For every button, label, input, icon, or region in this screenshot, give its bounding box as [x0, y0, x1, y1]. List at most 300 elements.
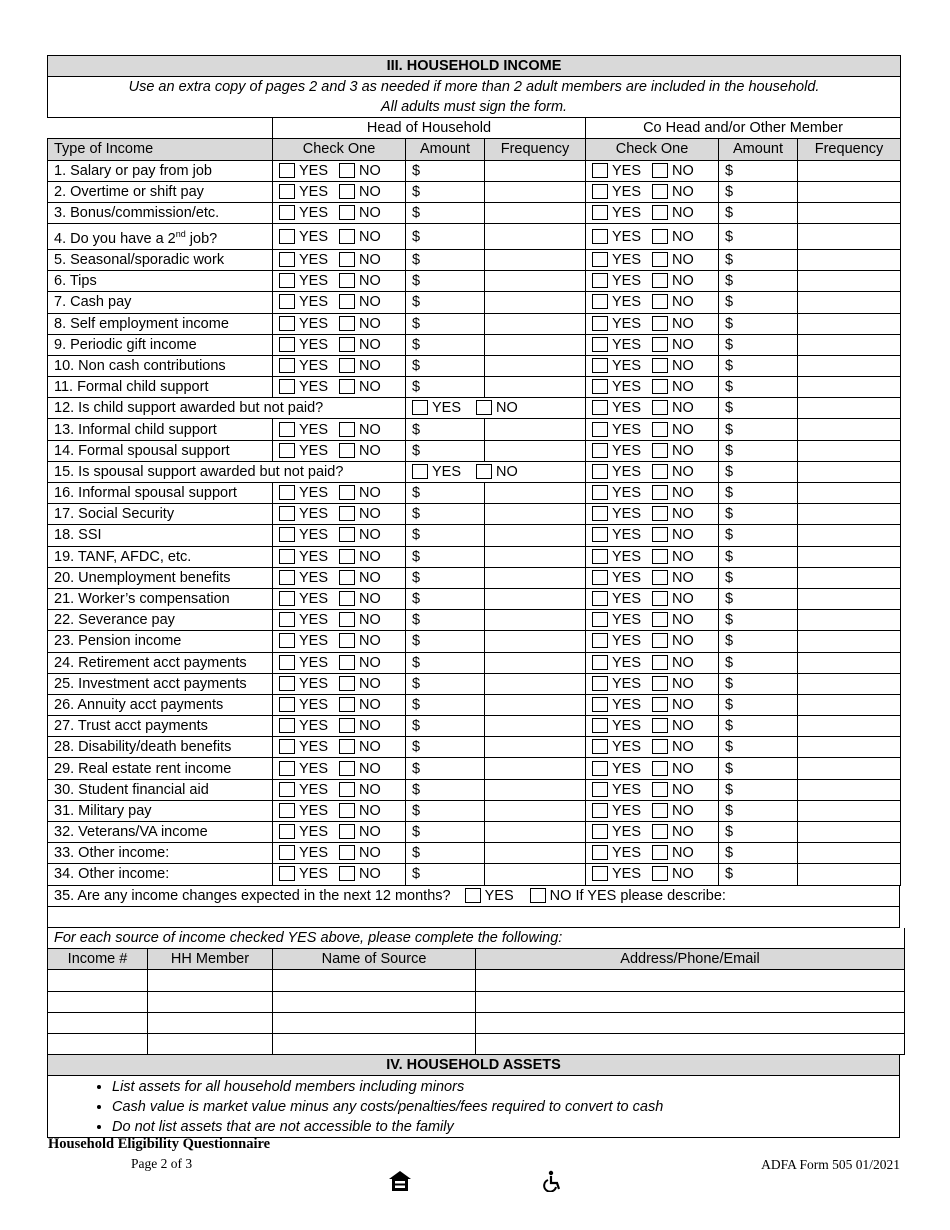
amount-field[interactable]: $ — [719, 525, 798, 546]
yes-checkbox[interactable] — [279, 718, 295, 733]
no-checkbox[interactable] — [339, 273, 355, 288]
amount-field[interactable]: $ — [719, 588, 798, 609]
yes-checkbox[interactable] — [592, 612, 608, 627]
amount-field[interactable]: $ — [406, 313, 485, 334]
no-checkbox[interactable] — [339, 633, 355, 648]
amount-field[interactable]: $ — [719, 800, 798, 821]
yes-checkbox[interactable] — [279, 443, 295, 458]
yes-checkbox[interactable] — [279, 337, 295, 352]
yes-checkbox[interactable] — [279, 273, 295, 288]
no-checkbox[interactable] — [652, 252, 668, 267]
frequency-field[interactable] — [798, 504, 901, 525]
no-checkbox[interactable] — [652, 803, 668, 818]
yes-checkbox[interactable] — [279, 633, 295, 648]
no-checkbox[interactable] — [339, 337, 355, 352]
yes-checkbox[interactable] — [279, 676, 295, 691]
yes-checkbox[interactable] — [592, 316, 608, 331]
no-checkbox[interactable] — [652, 337, 668, 352]
no-checkbox[interactable] — [652, 782, 668, 797]
yes-checkbox[interactable] — [279, 655, 295, 670]
no-checkbox[interactable] — [339, 739, 355, 754]
no-checkbox[interactable] — [339, 612, 355, 627]
frequency-field[interactable] — [798, 673, 901, 694]
yes-checkbox[interactable] — [279, 485, 295, 500]
no-checkbox[interactable] — [476, 400, 492, 415]
no-checkbox[interactable] — [652, 739, 668, 754]
yes-checkbox[interactable] — [279, 782, 295, 797]
frequency-field[interactable] — [485, 292, 586, 313]
no-checkbox[interactable] — [652, 718, 668, 733]
yes-checkbox[interactable] — [592, 739, 608, 754]
income-type-label: 12. Is child support awarded but not paid? — [48, 398, 406, 419]
yes-checkbox[interactable] — [279, 379, 295, 394]
no-checkbox[interactable] — [339, 824, 355, 839]
no-checkbox[interactable] — [652, 845, 668, 860]
amount-field[interactable]: $ — [406, 160, 485, 181]
no-checkbox[interactable] — [339, 379, 355, 394]
frequency-field[interactable] — [485, 334, 586, 355]
amount-field[interactable]: $ — [406, 249, 485, 270]
no-checkbox[interactable] — [652, 655, 668, 670]
amount-field[interactable]: $ — [406, 800, 485, 821]
yes-checkbox[interactable] — [592, 782, 608, 797]
no-checkbox[interactable] — [652, 443, 668, 458]
frequency-field[interactable] — [485, 716, 586, 737]
co-yes-no: YES NO — [586, 567, 719, 588]
amount-field[interactable]: $ — [406, 483, 485, 504]
yes-checkbox[interactable] — [592, 676, 608, 691]
yes-checkbox[interactable] — [592, 443, 608, 458]
amount-field[interactable]: $ — [719, 673, 798, 694]
yes-checkbox[interactable] — [279, 163, 295, 178]
frequency-field[interactable] — [485, 779, 586, 800]
yes-checkbox[interactable] — [592, 400, 608, 415]
amount-field[interactable]: $ — [719, 610, 798, 631]
no-checkbox[interactable] — [652, 163, 668, 178]
yes-checkbox[interactable] — [279, 866, 295, 881]
no-checkbox[interactable] — [339, 676, 355, 691]
yes-checkbox[interactable] — [279, 184, 295, 199]
yes-checkbox[interactable] — [279, 570, 295, 585]
frequency-field[interactable] — [798, 588, 901, 609]
amount-field[interactable]: $ — [406, 567, 485, 588]
no-checkbox[interactable] — [339, 358, 355, 373]
frequency-field[interactable] — [798, 694, 901, 715]
yes-checkbox[interactable] — [592, 358, 608, 373]
yes-checkbox[interactable] — [592, 718, 608, 733]
yes-checkbox[interactable] — [279, 506, 295, 521]
yes-checkbox[interactable] — [592, 229, 608, 244]
amount-field[interactable]: $ — [719, 292, 798, 313]
head-yes-no: YES NO — [406, 398, 586, 419]
amount-field[interactable]: $ — [719, 694, 798, 715]
yes-checkbox[interactable] — [279, 761, 295, 776]
yes-checkbox[interactable] — [592, 824, 608, 839]
yes-checkbox[interactable] — [592, 761, 608, 776]
yes-checkbox[interactable] — [592, 570, 608, 585]
amount-field[interactable]: $ — [406, 224, 485, 250]
frequency-field[interactable] — [485, 694, 586, 715]
no-checkbox[interactable] — [652, 358, 668, 373]
frequency-field[interactable] — [798, 737, 901, 758]
frequency-field[interactable] — [798, 160, 901, 181]
frequency-field[interactable] — [485, 483, 586, 504]
yes-checkbox[interactable] — [592, 252, 608, 267]
amount-field[interactable]: $ — [406, 822, 485, 843]
yes-checkbox[interactable] — [279, 845, 295, 860]
amount-field[interactable]: $ — [406, 673, 485, 694]
no-checkbox[interactable] — [652, 527, 668, 542]
no-checkbox[interactable] — [652, 205, 668, 220]
no-checkbox[interactable] — [339, 422, 355, 437]
frequency-field[interactable] — [485, 631, 586, 652]
no-checkbox[interactable] — [339, 549, 355, 564]
frequency-field[interactable] — [798, 249, 901, 270]
amount-field[interactable]: $ — [719, 334, 798, 355]
no-checkbox[interactable] — [339, 184, 355, 199]
income-row — [48, 588, 901, 609]
amount-field[interactable]: $ — [406, 631, 485, 652]
head-yes-no: YES NO — [273, 588, 406, 609]
yes-checkbox[interactable] — [279, 205, 295, 220]
no-checkbox[interactable] — [652, 316, 668, 331]
amount-field[interactable]: $ — [719, 567, 798, 588]
frequency-field[interactable] — [485, 610, 586, 631]
no-checkbox[interactable] — [652, 379, 668, 394]
yes-checkbox[interactable] — [592, 549, 608, 564]
no-checkbox[interactable] — [339, 782, 355, 797]
no-checkbox[interactable] — [339, 485, 355, 500]
frequency-field[interactable] — [798, 822, 901, 843]
no-checkbox[interactable] — [339, 443, 355, 458]
frequency-field[interactable] — [798, 610, 901, 631]
no-checkbox[interactable] — [339, 570, 355, 585]
frequency-field[interactable] — [798, 313, 901, 334]
co-yes-no: YES NO — [586, 673, 719, 694]
head-yes-no: YES NO — [273, 483, 406, 504]
amount-field[interactable]: $ — [719, 224, 798, 250]
amount-field[interactable]: $ — [719, 504, 798, 525]
frequency-field[interactable] — [798, 355, 901, 376]
no-checkbox[interactable] — [339, 506, 355, 521]
col-type-header: Type of Income — [48, 139, 273, 160]
frequency-field[interactable] — [798, 525, 901, 546]
no-checkbox[interactable] — [652, 400, 668, 415]
frequency-field[interactable] — [485, 160, 586, 181]
source-col-address: Address/Phone/Email — [476, 949, 905, 970]
no-checkbox[interactable] — [652, 506, 668, 521]
amount-field[interactable]: $ — [406, 758, 485, 779]
co-yes-no: YES NO — [586, 224, 719, 250]
q35-yes-checkbox[interactable] — [465, 888, 481, 903]
no-checkbox[interactable] — [652, 570, 668, 585]
frequency-field[interactable] — [798, 800, 901, 821]
frequency-field[interactable] — [798, 224, 901, 250]
frequency-field[interactable] — [485, 546, 586, 567]
no-checkbox[interactable] — [652, 761, 668, 776]
no-checkbox[interactable] — [339, 718, 355, 733]
income-row — [48, 377, 901, 398]
frequency-field[interactable] — [798, 843, 901, 864]
no-checkbox[interactable] — [652, 294, 668, 309]
no-checkbox[interactable] — [652, 866, 668, 881]
amount-field[interactable]: $ — [406, 737, 485, 758]
frequency-field[interactable] — [485, 440, 586, 461]
yes-checkbox[interactable] — [279, 527, 295, 542]
amount-field[interactable]: $ — [719, 461, 798, 482]
no-checkbox[interactable] — [339, 229, 355, 244]
no-checkbox[interactable] — [652, 676, 668, 691]
amount-field[interactable]: $ — [719, 313, 798, 334]
income-row — [48, 843, 901, 864]
income-type-label: 1. Salary or pay from job — [48, 160, 273, 181]
co-yes-no: YES NO — [586, 377, 719, 398]
yes-checkbox[interactable] — [592, 294, 608, 309]
frequency-field[interactable] — [798, 271, 901, 292]
frequency-field[interactable] — [798, 716, 901, 737]
frequency-field[interactable] — [798, 461, 901, 482]
no-checkbox[interactable] — [652, 464, 668, 479]
frequency-field[interactable] — [798, 398, 901, 419]
co-yes-no: YES NO — [586, 249, 719, 270]
yes-checkbox[interactable] — [592, 464, 608, 479]
yes-checkbox[interactable] — [279, 803, 295, 818]
yes-checkbox[interactable] — [279, 739, 295, 754]
no-checkbox[interactable] — [652, 591, 668, 606]
yes-checkbox[interactable] — [279, 612, 295, 627]
amount-field[interactable]: $ — [719, 737, 798, 758]
frequency-field[interactable] — [485, 843, 586, 864]
yes-checkbox[interactable] — [592, 591, 608, 606]
yes-checkbox[interactable] — [592, 485, 608, 500]
q35-description-field[interactable] — [48, 906, 900, 927]
yes-checkbox[interactable] — [592, 163, 608, 178]
frequency-field[interactable] — [485, 652, 586, 673]
amount-field[interactable]: $ — [719, 822, 798, 843]
income-type-label: 24. Retirement acct payments — [48, 652, 273, 673]
amount-field[interactable]: $ — [406, 271, 485, 292]
amount-field[interactable]: $ — [406, 864, 485, 885]
yes-checkbox[interactable] — [592, 527, 608, 542]
yes-checkbox[interactable] — [279, 422, 295, 437]
frequency-field[interactable] — [798, 546, 901, 567]
amount-field[interactable]: $ — [719, 419, 798, 440]
frequency-field[interactable] — [485, 525, 586, 546]
frequency-field[interactable] — [798, 440, 901, 461]
yes-checkbox[interactable] — [592, 845, 608, 860]
no-checkbox[interactable] — [339, 163, 355, 178]
frequency-field[interactable] — [798, 567, 901, 588]
no-checkbox[interactable] — [339, 803, 355, 818]
yes-checkbox[interactable] — [279, 358, 295, 373]
yes-checkbox[interactable] — [279, 252, 295, 267]
frequency-field[interactable] — [798, 334, 901, 355]
yes-checkbox[interactable] — [592, 184, 608, 199]
frequency-field[interactable] — [485, 202, 586, 223]
amount-field[interactable]: $ — [406, 694, 485, 715]
amount-field[interactable]: $ — [719, 377, 798, 398]
frequency-field[interactable] — [798, 779, 901, 800]
income-type-label: 26. Annuity acct payments — [48, 694, 273, 715]
no-checkbox[interactable] — [652, 422, 668, 437]
yes-checkbox[interactable] — [279, 549, 295, 564]
amount-field[interactable]: $ — [406, 181, 485, 202]
yes-checkbox[interactable] — [592, 379, 608, 394]
amount-field[interactable]: $ — [719, 864, 798, 885]
yes-checkbox[interactable] — [592, 337, 608, 352]
yes-checkbox[interactable] — [279, 294, 295, 309]
amount-field[interactable]: $ — [719, 181, 798, 202]
frequency-field[interactable] — [485, 864, 586, 885]
yes-checkbox[interactable] — [592, 422, 608, 437]
no-checkbox[interactable] — [652, 229, 668, 244]
frequency-field[interactable] — [485, 800, 586, 821]
no-checkbox[interactable] — [652, 485, 668, 500]
amount-field[interactable]: $ — [406, 779, 485, 800]
yes-checkbox[interactable] — [592, 205, 608, 220]
amount-field[interactable]: $ — [719, 483, 798, 504]
source-col-income-number: Income # — [48, 949, 148, 970]
yes-checkbox[interactable] — [279, 591, 295, 606]
frequency-field[interactable] — [798, 652, 901, 673]
frequency-field[interactable] — [485, 271, 586, 292]
frequency-field[interactable] — [485, 224, 586, 250]
head-yes-no: YES NO — [273, 440, 406, 461]
yes-checkbox[interactable] — [592, 633, 608, 648]
yes-checkbox[interactable] — [279, 229, 295, 244]
frequency-field[interactable] — [798, 631, 901, 652]
frequency-field[interactable] — [798, 758, 901, 779]
frequency-field[interactable] — [485, 313, 586, 334]
co-yes-no: YES NO — [586, 202, 719, 223]
frequency-field[interactable] — [798, 181, 901, 202]
frequency-field[interactable] — [485, 181, 586, 202]
yes-checkbox[interactable] — [592, 697, 608, 712]
amount-field[interactable]: $ — [719, 271, 798, 292]
amount-field[interactable]: $ — [406, 525, 485, 546]
frequency-field[interactable] — [798, 292, 901, 313]
frequency-field[interactable] — [798, 419, 901, 440]
frequency-field[interactable] — [485, 504, 586, 525]
no-checkbox[interactable] — [339, 316, 355, 331]
no-checkbox[interactable] — [652, 184, 668, 199]
no-checkbox[interactable] — [339, 294, 355, 309]
yes-checkbox[interactable] — [412, 464, 428, 479]
q35-no-checkbox[interactable] — [530, 888, 546, 903]
frequency-field[interactable] — [798, 864, 901, 885]
yes-checkbox[interactable] — [592, 655, 608, 670]
amount-field[interactable]: $ — [406, 546, 485, 567]
amount-field[interactable]: $ — [406, 440, 485, 461]
no-checkbox[interactable] — [652, 824, 668, 839]
yes-checkbox[interactable] — [279, 316, 295, 331]
amount-field[interactable]: $ — [406, 588, 485, 609]
no-checkbox[interactable] — [652, 273, 668, 288]
yes-checkbox[interactable] — [592, 506, 608, 521]
no-checkbox[interactable] — [339, 697, 355, 712]
income-row — [48, 673, 901, 694]
frequency-field[interactable] — [798, 377, 901, 398]
frequency-field[interactable] — [485, 377, 586, 398]
frequency-field[interactable] — [485, 758, 586, 779]
source-row — [48, 970, 905, 991]
amount-field[interactable]: $ — [719, 398, 798, 419]
frequency-field[interactable] — [485, 567, 586, 588]
frequency-field[interactable] — [485, 588, 586, 609]
frequency-field[interactable] — [798, 202, 901, 223]
yes-checkbox[interactable] — [412, 400, 428, 415]
income-type-label: 9. Periodic gift income — [48, 334, 273, 355]
amount-field[interactable]: $ — [719, 652, 798, 673]
no-checkbox[interactable] — [339, 205, 355, 220]
amount-field[interactable]: $ — [406, 504, 485, 525]
amount-field[interactable]: $ — [406, 843, 485, 864]
yes-checkbox[interactable] — [592, 866, 608, 881]
frequency-field[interactable] — [485, 419, 586, 440]
amount-field[interactable]: $ — [719, 716, 798, 737]
amount-field[interactable]: $ — [406, 652, 485, 673]
no-checkbox[interactable] — [652, 633, 668, 648]
no-checkbox[interactable] — [339, 866, 355, 881]
amount-field[interactable]: $ — [719, 631, 798, 652]
amount-field[interactable]: $ — [406, 202, 485, 223]
no-checkbox[interactable] — [339, 527, 355, 542]
yes-checkbox[interactable] — [592, 803, 608, 818]
amount-field[interactable]: $ — [406, 377, 485, 398]
amount-field[interactable]: $ — [719, 160, 798, 181]
frequency-field[interactable] — [485, 355, 586, 376]
amount-field[interactable]: $ — [719, 202, 798, 223]
amount-field[interactable]: $ — [719, 779, 798, 800]
frequency-field[interactable] — [485, 737, 586, 758]
amount-field[interactable]: $ — [406, 716, 485, 737]
amount-field[interactable]: $ — [719, 546, 798, 567]
section-title: III. HOUSEHOLD INCOME — [48, 56, 901, 77]
amount-field[interactable]: $ — [406, 334, 485, 355]
income-row — [48, 822, 901, 843]
amount-field[interactable]: $ — [719, 843, 798, 864]
amount-field[interactable]: $ — [406, 292, 485, 313]
frequency-field[interactable] — [798, 483, 901, 504]
assets-title: IV. HOUSEHOLD ASSETS — [48, 1055, 900, 1076]
no-checkbox[interactable] — [339, 252, 355, 267]
no-checkbox[interactable] — [339, 655, 355, 670]
no-checkbox[interactable] — [339, 845, 355, 860]
no-checkbox[interactable] — [652, 697, 668, 712]
amount-field[interactable]: $ — [719, 355, 798, 376]
income-type-label: 7. Cash pay — [48, 292, 273, 313]
amount-field[interactable]: $ — [406, 355, 485, 376]
yes-checkbox[interactable] — [279, 824, 295, 839]
yes-checkbox[interactable] — [592, 273, 608, 288]
amount-field[interactable]: $ — [719, 758, 798, 779]
frequency-field[interactable] — [485, 822, 586, 843]
amount-field[interactable]: $ — [719, 249, 798, 270]
no-checkbox[interactable] — [476, 464, 492, 479]
no-checkbox[interactable] — [339, 591, 355, 606]
yes-checkbox[interactable] — [279, 697, 295, 712]
frequency-field[interactable] — [485, 249, 586, 270]
no-checkbox[interactable] — [652, 612, 668, 627]
amount-field[interactable]: $ — [719, 440, 798, 461]
amount-field[interactable]: $ — [406, 610, 485, 631]
head-yes-no: YES NO — [273, 292, 406, 313]
amount-field[interactable]: $ — [406, 419, 485, 440]
no-checkbox[interactable] — [652, 549, 668, 564]
no-checkbox[interactable] — [339, 761, 355, 776]
frequency-field[interactable] — [485, 673, 586, 694]
head-yes-no: YES NO — [273, 779, 406, 800]
